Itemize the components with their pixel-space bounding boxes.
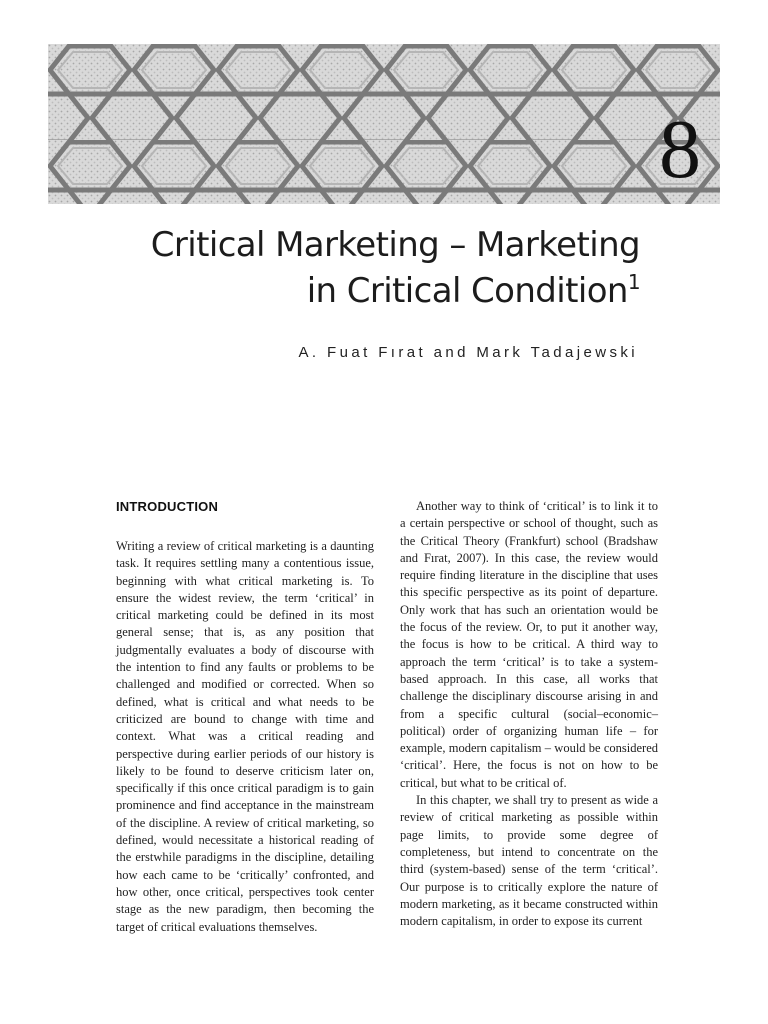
title-line-1: Critical Marketing – Marketing bbox=[150, 225, 640, 265]
left-column bbox=[116, 498, 374, 936]
intro-paragraph-2: Another way to think of ‘critical’ is to link it to a certain perspective or school of thought, such as the Critical Theory (Frankfurt) school (Bradshaw and Fırat, 2007). In this case, the review would require finding literature in the discipline that uses this specific perspective as its point of departure. Only work that has such an orientation would be the focus of the review. Or, to put it another way, the focus is how to be critical. A third way to approach the term ‘critical’ is to take a system-based approach. In this case, all works that challenge the disciplinary discourse arising in and from a specific cultural (social–economic–political) order of organizing human life – for example, modern capitalism – would be considered ‘critical’. Here, the focus is not on how to be critical, but what to be critical of. bbox=[400, 499, 658, 790]
title-line-2: in Critical Condition bbox=[306, 271, 628, 311]
intro-paragraph-1: Writing a review of critical marketing is a daunting task. It requires settling many a contentious issue, beginning with what critical marketing is. To ensure the widest review, the term ‘critical’ in critical marketing could be defined in its most general sense; that is, as any position that judgmentally evaluates a body of discourse with the intention to find any faults or problems to be challenged and modified or corrected. When so defined, what is critical and what needs to be criticized are bound to change with time and context. What was a critical reading and perspective during earlier periods of our history is likely to be found to deserve criticism later on, specifically if this once critical paradigm is to gain prominence and find acceptance in the mainstream of the discipline. A review of critical marketing, so defined, would necessitate a historical reading of the erstwhile paradigms in the discipline, detailing how each came to be ‘critically’ confronted, and how other, once critical, perspectives took center stage as the new paradigm, then becoming the target of critical evaluations themselves. bbox=[116, 539, 374, 934]
section-heading: INTRODUCTION bbox=[116, 499, 219, 514]
chapter-title bbox=[60, 222, 640, 314]
intro-paragraph-3: In this chapter, we shall try to present as wide a review of critical marketing as possible within page limits, to provide some degree of completeness, but intend to concentrate on the third (system-based) sense of the term ‘critical’. Our purpose is to critically explore the nature of modern marketing, as it became constructed within modern capitalism, in order to expose its current bbox=[400, 793, 658, 929]
right-column bbox=[400, 498, 658, 930]
authors-line: A. Fuat Fırat and Mark Tadajewski bbox=[298, 344, 638, 361]
title-footnote-mark: 1 bbox=[627, 270, 640, 294]
chapter-banner bbox=[48, 44, 720, 204]
hexagon-pattern-icon bbox=[48, 44, 720, 204]
chapter-number: 8 bbox=[659, 103, 701, 196]
